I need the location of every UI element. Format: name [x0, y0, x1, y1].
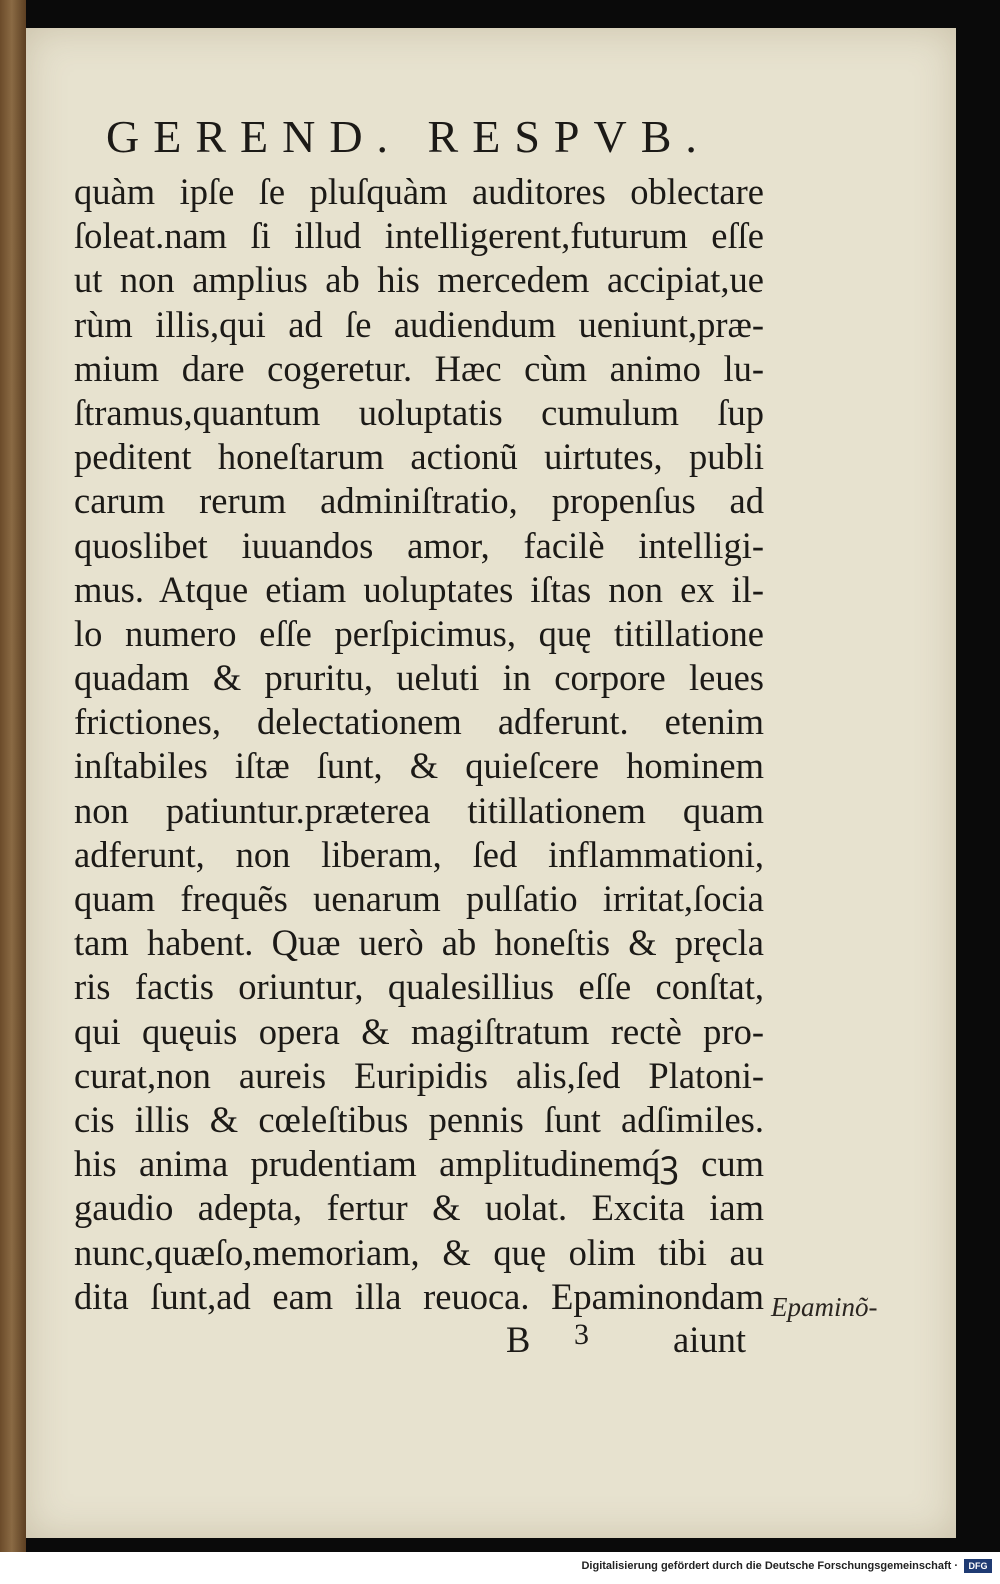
- text-line: qui quęuis opera & magiſtratum rectè pro-: [74, 1010, 764, 1052]
- marginal-annotation: Epaminõ-: [771, 1292, 878, 1322]
- text-line: non patiuntur.præterea titillationem quam: [74, 789, 764, 831]
- text-line: tam habent. Quæ uerò ab honeſtis & pręcla: [74, 922, 764, 964]
- text-line: ris factis oriuntur, qualesillius eſſe conſtat,: [74, 966, 764, 1008]
- text-line: nunc,quæſo,memoriam, & quę olim tibi au: [74, 1231, 764, 1273]
- text-line: ut non amplius ab his mercedem accipiat,ue: [74, 259, 764, 301]
- text-line: quàm ipſe ſe pluſquàm auditores oblectare: [74, 171, 764, 212]
- text-line: adferunt, non liberam, ſed inflammationi,: [74, 833, 764, 875]
- book-page: [26, 28, 956, 1538]
- text-line: inſtabiles iſtæ ſunt, & quieſcere hominem: [74, 745, 764, 787]
- signature-mark: B: [506, 1319, 531, 1360]
- text-line: gaudio adepta, fertur & uolat. Excita iam: [74, 1187, 764, 1229]
- text-line: cis illis & cœleſtibus pennis ſunt adſimiles.: [74, 1098, 764, 1140]
- text-line: ſoleat.nam ſi illud intelligerent,futurum eſſe: [74, 215, 764, 257]
- text-line: curat,non aureis Euripidis alis,ſed Platoni-: [74, 1054, 764, 1096]
- text-line: peditent honeſtarum actionũ uirtutes, publi: [74, 436, 764, 478]
- footer-bar: [0, 1552, 1000, 1584]
- text-line: quoslibet iuuandos amor, facilè intelligi-: [74, 524, 764, 566]
- folio-number: 3: [574, 1318, 589, 1351]
- text-line: mus. Atque etiam uoluptates iſtas non ex il-: [74, 568, 764, 610]
- text-line: quadam & pruritu, ueluti in corpore leues: [74, 657, 764, 699]
- text-line: frictiones, delectationem adferunt. etenim: [74, 701, 764, 743]
- text-line: dita ſunt,ad eam illa reuoca. Epaminondam: [74, 1275, 764, 1317]
- running-head: GEREND. RESPVB.: [106, 111, 711, 162]
- text-line: mium dare cogeretur. Hæc cùm animo lu-: [74, 347, 764, 389]
- footer-credit: Digitalisierung gefördert durch die Deutsche Forschungsgemeinschaft ·: [581, 1560, 958, 1572]
- catchword: aiunt: [673, 1319, 746, 1360]
- text-line: quam frequẽs uenarum pulſatio irritat,ſocia: [74, 878, 764, 919]
- text-line: carum rerum adminiſtratio, propenſus ad: [74, 480, 764, 522]
- book-edge: [0, 0, 26, 1552]
- text-line: lo numero eſſe perſpicimus, quę titillatione: [74, 612, 764, 654]
- text-line: ſtramus,quantum uoluptatis cumulum ſup: [74, 391, 764, 433]
- text-block: [74, 170, 764, 1319]
- dfg-logo-icon: DFG: [964, 1559, 992, 1573]
- text-line: rùm illis,qui ad ſe audiendum ueniunt,præ-: [74, 303, 764, 345]
- text-line: his anima prudentiam amplitudinemq́ꝫ cum: [74, 1143, 764, 1185]
